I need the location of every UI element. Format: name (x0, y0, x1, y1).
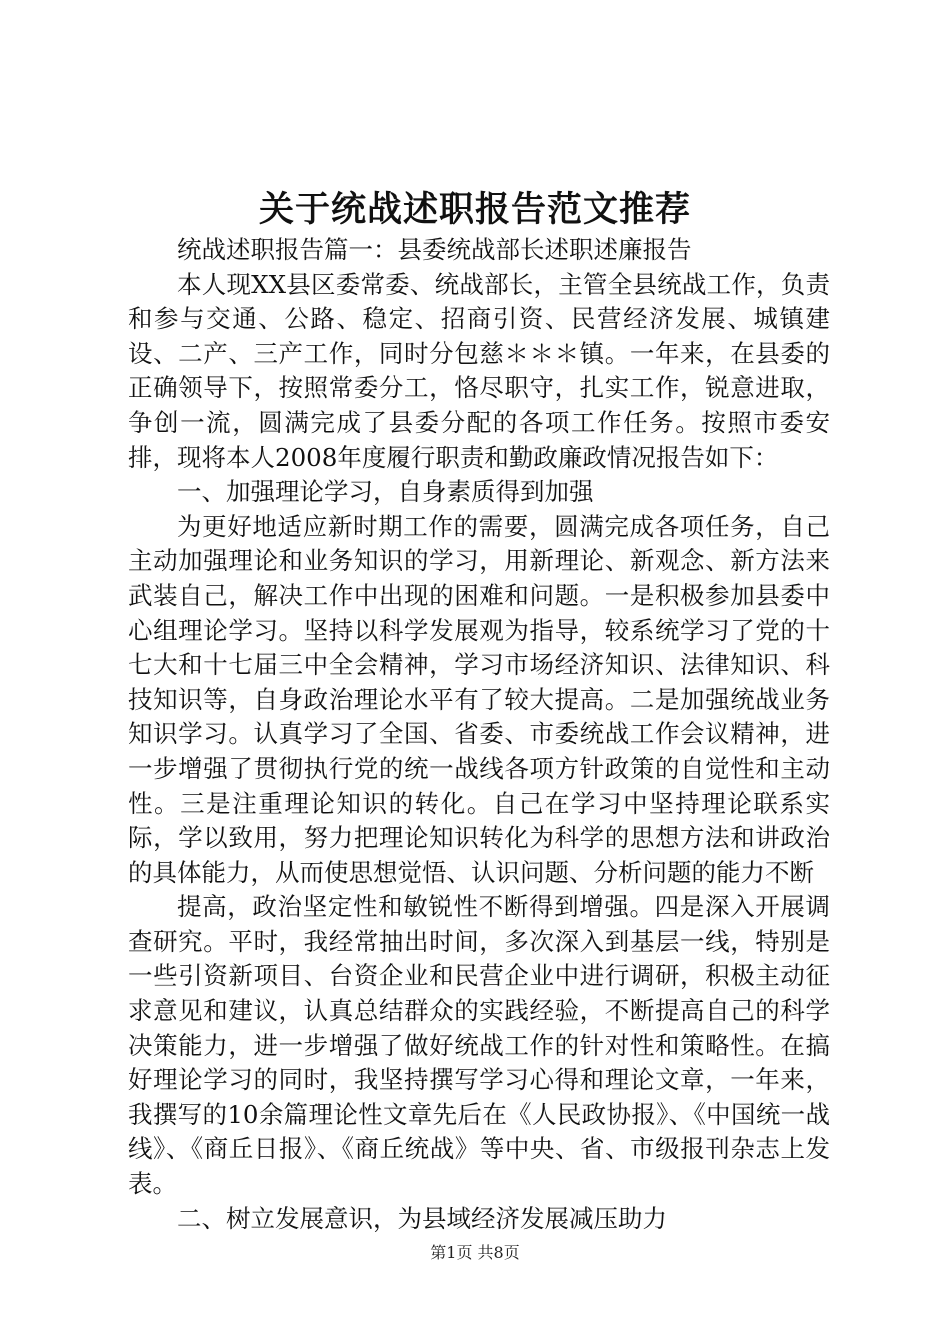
document-title: 关于统战述职报告范文推荐 (258, 189, 691, 230)
section-heading-intro: 统战述职报告篇一：县委统战部长述职述廉报告 (177, 235, 692, 264)
page-footer: 第1页 共8页 (430, 1243, 520, 1262)
section-heading: 二、树立发展意识，为县域经济发展减压助力 (177, 1203, 667, 1233)
document-body (128, 233, 830, 1236)
section-heading: 一、加强理论学习，自身素质得到加强 (177, 477, 594, 507)
body-paragraph: 为更好地适应新时期工作的需要，圆满完成各项任务，自己主动加强理论和业务知识的学习，用新理论、新观念、新方法来武装自己，解决工作中出现的困难和问题。一是积极参加县委中心组理论学习。坚持以科学发展观为指导，较系统学习了党的十七大和十七届三中全会精神，学习市场经济知识、法律知识、科技知识等，自身政治理论水平有了较大提高。二是加强统战业务知识学习。认真学习了全国、省委、市委统战工作会议精神，进一步增强了贯彻执行党的统一战线各项方针政策的自觉性和主动性。三是注重理论知识的转化。自己在学习中坚持理论联系实际，学以致用，努力把理论知识转化为科学的思想方法和讲政治的具体能力，从而使思想觉悟、认识问题、分析问题的能力不断 (128, 511, 830, 887)
body-paragraph: 提高，政治坚定性和敏锐性不断得到增强。四是深入开展调查研究。平时，我经常抽出时间，多次深入到基层一线，特别是一些引资新项目、台资企业和民营企业中进行调研，积极主动征求意见和建议，认真总结群众的实践经验，不断提高自己的科学决策能力，进一步增强了做好统战工作的针对性和策略性。在搞好理论学习的同时，我坚持撰写学习心得和理论文章，一年来，我撰写的10余篇理论性文章先后在《人民政协报》、《中国统一战线》、《商丘日报》、《商丘统战》等中央、省、市级报刊杂志上发表。 (128, 892, 830, 1199)
body-paragraph: 本人现XX县区委常委、统战部长，主管全县统战工作，负责和参与交通、公路、稳定、招商引资、民营经济发展、城镇建设、二产、三产工作，同时分包慈＊＊＊镇。一年来，在县委的正确领导下，按照常委分工，恪尽职守，扎实工作，锐意进取，争创一流，圆满完成了县委分配的各项工作任务。按照市委安排，现将本人2008年度履行职责和勤政廉政情况报告如下： (128, 269, 830, 472)
